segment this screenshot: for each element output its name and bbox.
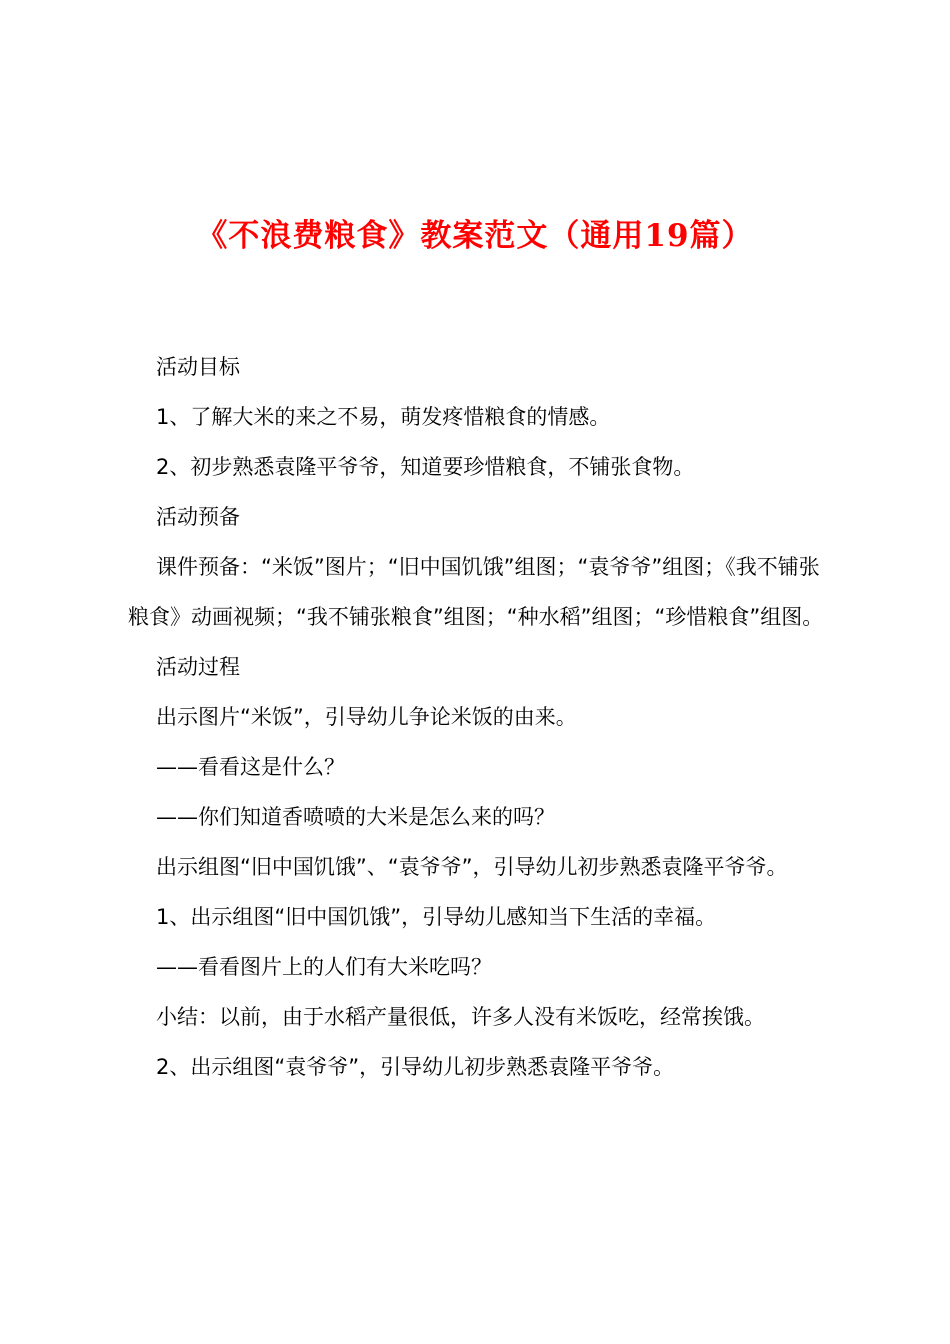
paragraph: ——看看图片上的人们有大米吃吗？ [156, 955, 492, 979]
document-title: 《不浪费粮食》教案范文（通用19篇） [196, 218, 754, 254]
paragraph: 1、出示组图“旧中国饥饿”，引导幼儿感知当下生活的幸福。 [156, 905, 717, 929]
paragraph: 2、初步熟悉袁隆平爷爷，知道要珍惜粮食，不铺张食物。 [156, 455, 695, 479]
paragraph: 小结：以前，由于水稻产量很低，许多人没有米饭吃，经常挨饿。 [156, 1005, 765, 1029]
paragraph: ——看看这是什么？ [156, 755, 345, 779]
document-body [128, 342, 833, 1092]
paragraph: 出示图片“米饭”，引导幼儿争论米饭的由来。 [156, 705, 577, 729]
section-heading-goals: 活动目标 [156, 355, 240, 379]
section-heading-process: 活动过程 [156, 655, 240, 679]
paragraph: 2、出示组图“袁爷爷”，引导幼儿初步熟悉袁隆平爷爷。 [156, 1055, 675, 1079]
paragraph: 1、了解大米的来之不易，萌发疼惜粮食的情感。 [156, 405, 611, 429]
paragraph: ——你们知道香喷喷的大米是怎么来的吗？ [156, 805, 555, 829]
paragraph: 课件预备：“米饭”图片；“旧中国饥饿”组图；“袁爷爷”组图；《我不铺张粮食》动画视频；“我不铺张粮食”组图；“种水稻”组图；“珍惜粮食”组图。 [128, 555, 824, 629]
section-heading-preparation: 活动预备 [156, 505, 240, 529]
paragraph: 出示组图“旧中国饥饿”、“袁爷爷”，引导幼儿初步熟悉袁隆平爷爷。 [156, 855, 788, 879]
